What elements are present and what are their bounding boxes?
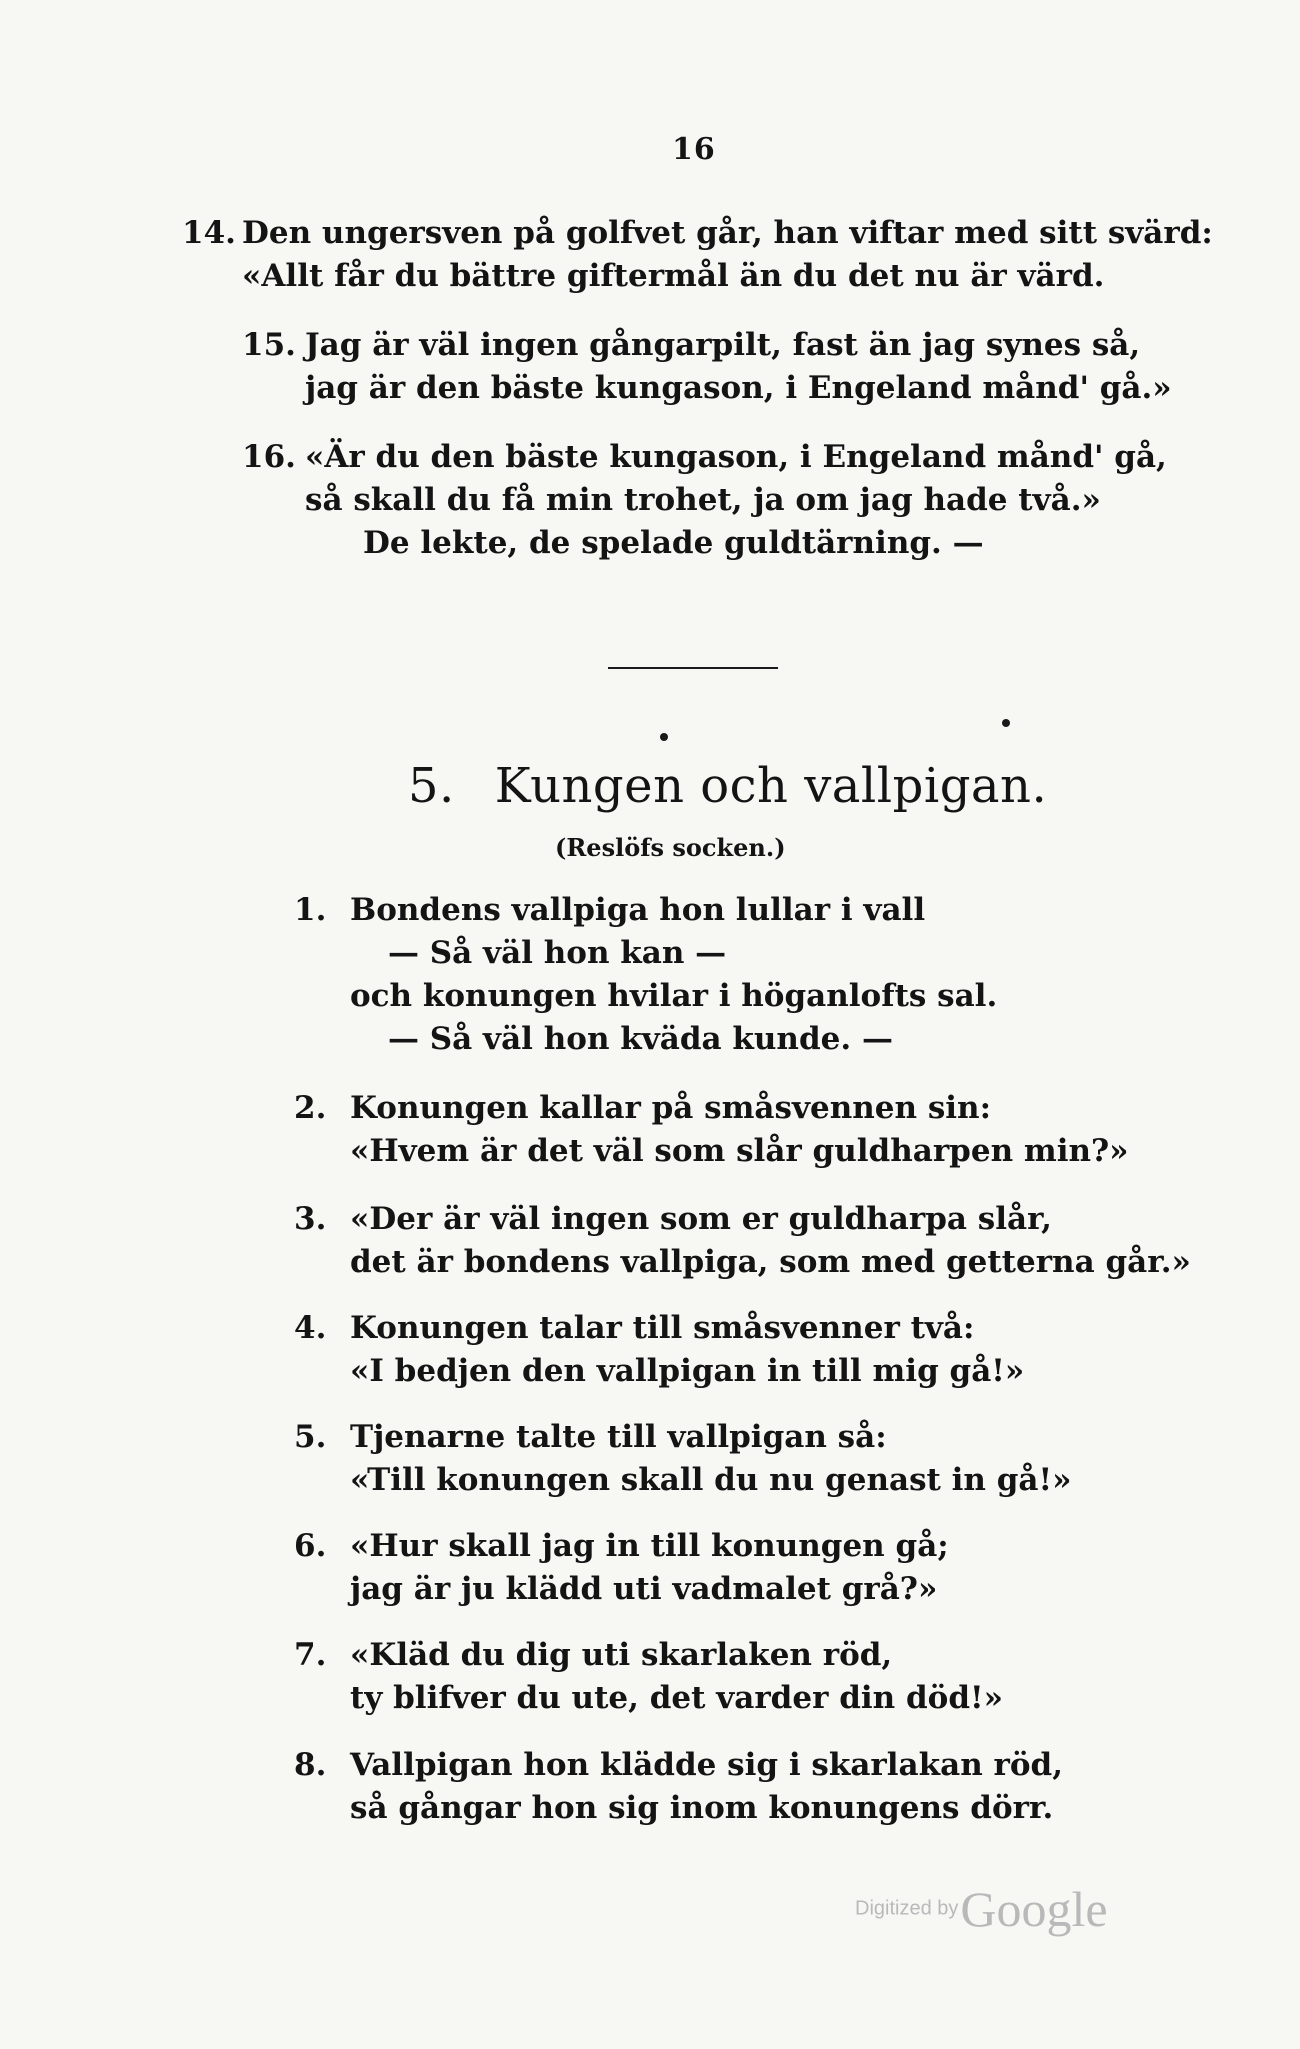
stanza-14 bbox=[182, 212, 1213, 298]
stanza-line: «Der är väl ingen som er guldharpa slår, bbox=[350, 1201, 1052, 1237]
stanza-number: 1. bbox=[294, 892, 327, 928]
stanza-number: 3. bbox=[294, 1201, 327, 1237]
section-divider bbox=[608, 667, 778, 669]
song-stanza-4 bbox=[294, 1307, 1025, 1393]
stanza-number: 8. bbox=[294, 1747, 327, 1783]
refrain-line: — Så väl hon kan — bbox=[388, 935, 727, 971]
stanza-number: 5. bbox=[294, 1419, 327, 1455]
song-stanza-1 bbox=[294, 889, 998, 1061]
page-number: 16 bbox=[672, 132, 716, 167]
song-stanza-3 bbox=[294, 1198, 1191, 1284]
stanza-number: 6. bbox=[294, 1528, 327, 1564]
song-number: 5. bbox=[408, 758, 455, 814]
stanza-line: jag är den bäste kungason, i Engeland månd' gå.» bbox=[305, 370, 1172, 406]
stanza-line: det är bondens vallpiga, som med getterna går.» bbox=[350, 1244, 1191, 1280]
stanza-line: Konungen talar till småsvenner två: bbox=[350, 1310, 975, 1346]
stanza-line: «Är du den bäste kungason, i Engeland månd' gå, bbox=[305, 439, 1167, 475]
stanza-line: «Hur skall jag in till konungen gå; bbox=[350, 1528, 949, 1564]
stanza-line: och konungen hvilar i höganlofts sal. bbox=[350, 978, 998, 1014]
stanza-15 bbox=[242, 324, 1172, 410]
stanza-number: 14. bbox=[182, 215, 236, 251]
song-title-text: Kungen och vallpigan. bbox=[494, 758, 1048, 814]
song-stanza-7 bbox=[294, 1634, 1003, 1720]
refrain-line: De lekte, de spelade guldtärning. — bbox=[363, 525, 984, 561]
stanza-number: 15. bbox=[242, 327, 296, 363]
stanza-line: så gångar hon sig inom konungens dörr. bbox=[350, 1790, 1054, 1826]
stanza-line: Konungen kallar på småsvennen sin: bbox=[350, 1090, 992, 1126]
digitized-watermark bbox=[855, 1880, 1108, 1938]
watermark-prefix: Digitized by bbox=[855, 1897, 959, 1920]
stanza-line: «Allt får du bättre giftermål än du det nu är värd. bbox=[242, 258, 1105, 294]
stanza-line: Bondens vallpiga hon lullar i vall bbox=[350, 892, 926, 928]
stanza-number: 2. bbox=[294, 1090, 327, 1126]
stanza-line: «Hvem är det väl som slår guldharpen min?» bbox=[350, 1133, 1129, 1169]
stanza-line: Jag är väl ingen gångarpilt, fast än jag synes så, bbox=[305, 327, 1141, 363]
stanza-line: Vallpigan hon klädde sig i skarlakan röd, bbox=[350, 1747, 1063, 1783]
stanza-line: «I bedjen den vallpigan in till mig gå!» bbox=[350, 1353, 1025, 1389]
stanza-line: «Till konungen skall du nu genast in gå!» bbox=[350, 1462, 1072, 1498]
stanza-line: Den ungersven på golfvet går, han viftar med sitt svärd: bbox=[242, 215, 1213, 251]
song-stanza-2 bbox=[294, 1087, 1129, 1173]
print-speck bbox=[660, 733, 668, 741]
song-stanza-5 bbox=[294, 1416, 1072, 1502]
stanza-line: Tjenarne talte till vallpigan så: bbox=[350, 1419, 887, 1455]
song-stanza-6 bbox=[294, 1525, 949, 1611]
song-source: (Reslöfs socken.) bbox=[555, 833, 786, 862]
stanza-line: ty blifver du ute, det varder din död!» bbox=[350, 1680, 1003, 1716]
stanza-line: «Kläd du dig uti skarlaken röd, bbox=[350, 1637, 893, 1673]
stanza-16 bbox=[242, 436, 1167, 565]
stanza-number: 7. bbox=[294, 1637, 327, 1673]
google-logo: Google bbox=[960, 1881, 1108, 1937]
song-stanza-8 bbox=[294, 1744, 1063, 1830]
refrain-line: — Så väl hon kväda kunde. — bbox=[388, 1021, 893, 1057]
stanza-number: 4. bbox=[294, 1310, 327, 1346]
stanza-line: jag är ju klädd uti vadmalet grå?» bbox=[350, 1571, 938, 1607]
print-speck bbox=[1002, 719, 1010, 727]
stanza-number: 16. bbox=[242, 439, 296, 475]
song-title bbox=[408, 758, 1047, 814]
stanza-line: så skall du få min trohet, ja om jag hade två.» bbox=[305, 482, 1101, 518]
